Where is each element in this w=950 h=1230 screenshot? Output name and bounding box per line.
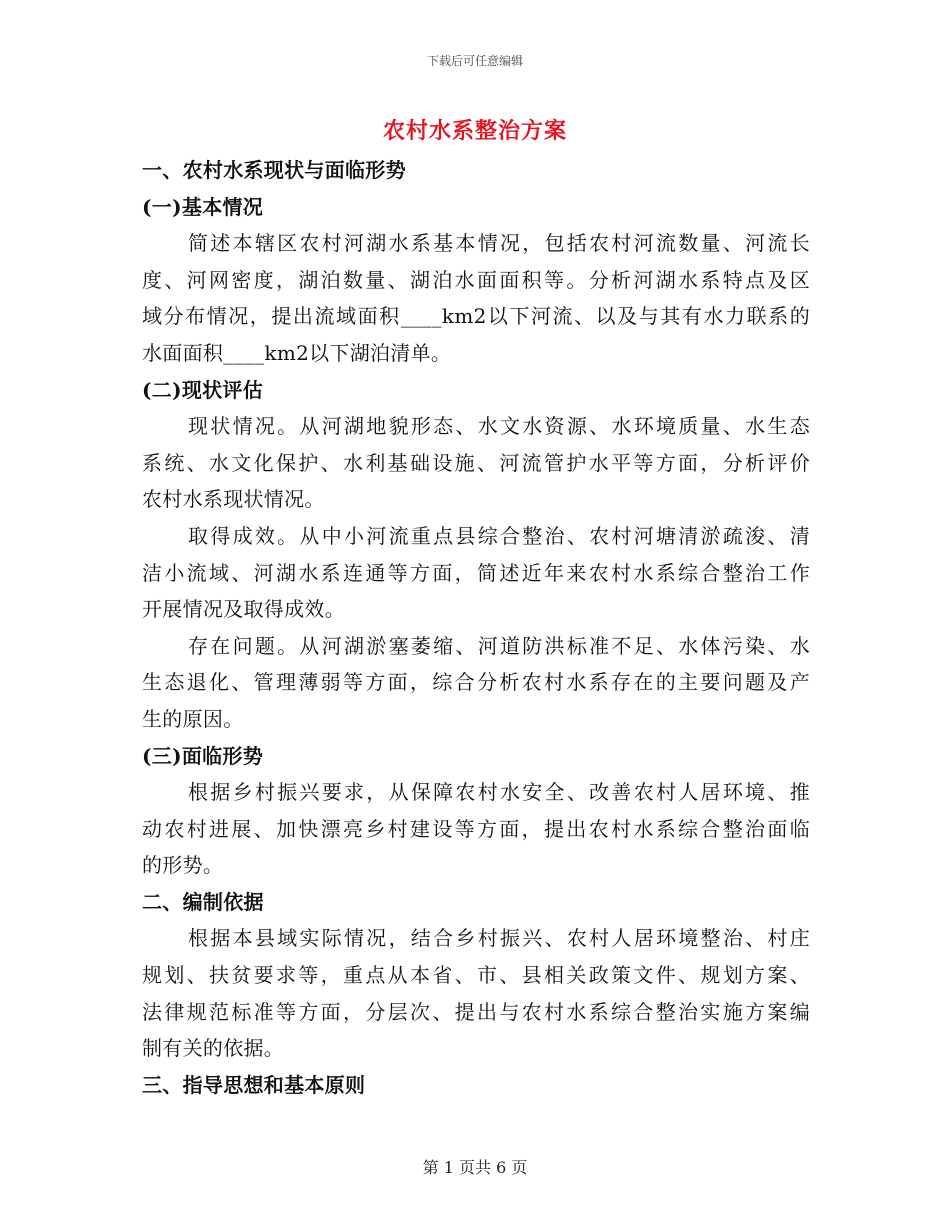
paragraph-line: 取得成效。从中小河流重点县综合整治、农村河塘清淤疏浚、清 bbox=[188, 523, 810, 548]
paragraph-line: 存在问题。从河湖淤塞萎缩、河道防洪标准不足、水体污染、水 bbox=[188, 633, 810, 658]
subsection-heading-basic: (一)基本情况 bbox=[142, 194, 264, 219]
subsection-heading-situation: (三)面临形势 bbox=[142, 743, 264, 768]
document-title: 农村水系整治方案 bbox=[382, 118, 567, 144]
paragraph-line: 生态退化、管理薄弱等方面，综合分析农村水系存在的主要问题及产 bbox=[142, 670, 810, 695]
paragraph-line: 制有关的依据。 bbox=[142, 1036, 285, 1061]
header-note: 下载后可任意编辑 bbox=[426, 54, 523, 68]
paragraph-line: 规划、扶贫要求等，重点从本省、市、县相关政策文件、规划方案、 bbox=[142, 963, 810, 988]
page-footer: 第 1 页共 6 页 bbox=[422, 1158, 528, 1177]
paragraph-line: 水面面积____km2以下湖泊清单。 bbox=[142, 340, 452, 365]
paragraph-line: 法律规范标准等方面，分层次、提出与农村水系综合整治实施方案编 bbox=[142, 999, 810, 1024]
subsection-heading-assessment: (二)现状评估 bbox=[142, 377, 264, 402]
paragraph-line: 开展情况及取得成效。 bbox=[142, 597, 345, 622]
section-heading-2: 二、编制依据 bbox=[142, 889, 264, 914]
paragraph-line: 的形势。 bbox=[142, 853, 224, 878]
paragraph-line: 农村水系现状情况。 bbox=[142, 487, 325, 512]
section-heading-1: 一、农村水系现状与面临形势 bbox=[142, 158, 406, 182]
paragraph-line: 根据乡村振兴要求，从保障农村水安全、改善农村人居环境、推 bbox=[188, 780, 810, 805]
paragraph-line: 域分布情况，提出流域面积____km2以下河流、以及与其有水力联系的 bbox=[142, 304, 810, 329]
paragraph-line: 系统、水文化保护、水利基础设施、河流管护水平等方面，分析评价 bbox=[142, 450, 810, 475]
paragraph-line: 现状情况。从河湖地貌形态、水文水资源、水环境质量、水生态 bbox=[188, 414, 810, 439]
paragraph-line: 动农村进展、加快漂亮乡村建设等方面，提出农村水系综合整治面临 bbox=[142, 816, 810, 841]
section-heading-3: 三、指导思想和基本原则 bbox=[142, 1072, 366, 1097]
paragraph-line: 洁小流域、河湖水系连通等方面，简述近年来农村水系综合整治工作 bbox=[142, 560, 810, 585]
paragraph-line: 生的原因。 bbox=[142, 706, 244, 731]
paragraph-line: 根据本县域实际情况，结合乡村振兴、农村人居环境整治、村庄 bbox=[188, 926, 810, 951]
paragraph-line: 度、河网密度，湖泊数量、湖泊水面面积等。分析河湖水系特点及区 bbox=[142, 267, 810, 292]
paragraph-line: 简述本辖区农村河湖水系基本情况，包括农村河流数量、河流长 bbox=[188, 231, 810, 256]
document-body bbox=[142, 152, 810, 1103]
